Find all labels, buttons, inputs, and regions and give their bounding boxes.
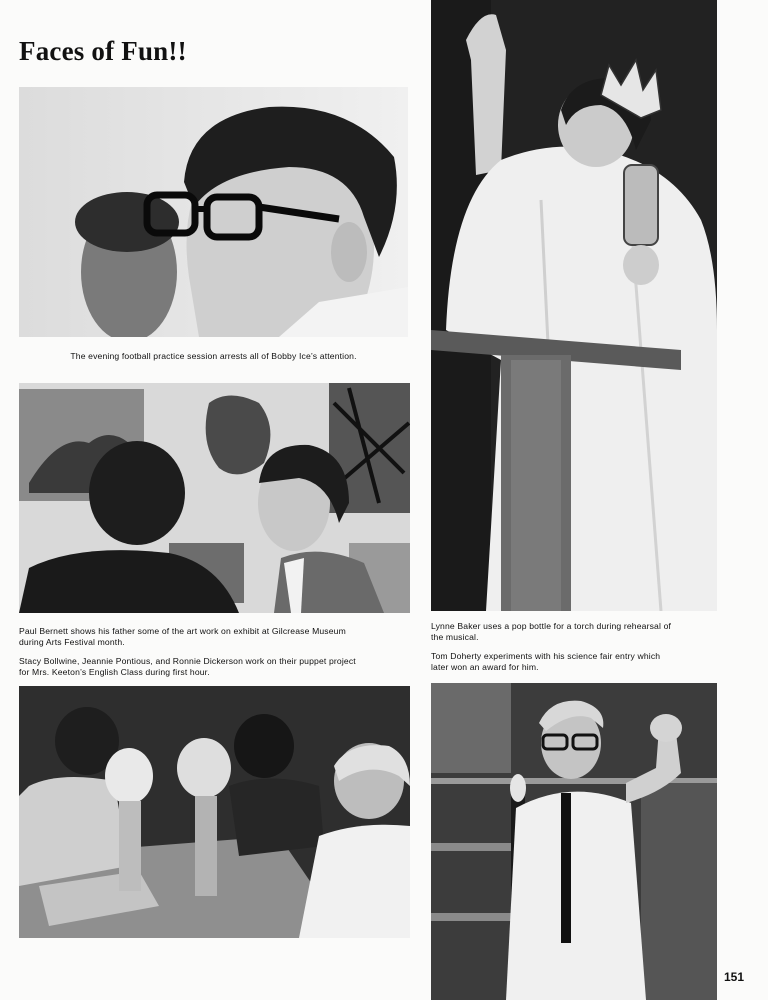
caption-science-line-2: later won an award for him.: [431, 662, 539, 672]
photo-art-exhibit: [19, 383, 410, 613]
caption-art-exhibit: [19, 626, 414, 648]
caption-science-fair: [431, 651, 721, 673]
photo-science-icon: [431, 683, 717, 1000]
photo-torch-rehearsal: [431, 0, 717, 611]
photo-bobby-ice: [19, 87, 408, 337]
photo-portrait-icon: [19, 87, 408, 337]
page-title: Faces of Fun!!: [19, 36, 187, 66]
photo-science-fair: [431, 683, 717, 1000]
photo-puppet-project: [19, 686, 410, 938]
caption-puppet-project: [19, 656, 414, 678]
caption-football: The evening football practice session arrests all of Bobby Ice’s attention.: [70, 351, 357, 361]
caption-torch-line-2: the musical.: [431, 632, 479, 642]
caption-puppet-line-2: for Mrs. Keeton’s English Class during first hour.: [19, 667, 210, 677]
caption-art-line-2: during Arts Festival month.: [19, 637, 125, 647]
caption-torch: [431, 621, 721, 643]
photo-stage-icon: [431, 0, 717, 611]
caption-science-line-1: Tom Doherty experiments with his science fair entry which: [431, 651, 661, 661]
photo-classroom-icon: [19, 686, 410, 938]
page-number: 151: [724, 970, 745, 984]
caption-puppet-line-1: Stacy Bollwine, Jeannie Pontious, and Ronnie Dickerson work on their puppet project: [19, 656, 356, 666]
caption-torch-line-1: Lynne Baker uses a pop bottle for a torch during rehearsal of: [431, 621, 672, 631]
photo-gallery-icon: [19, 383, 410, 613]
caption-art-line-1: Paul Bernett shows his father some of the art work on exhibit at Gilcrease Museum: [19, 626, 346, 636]
